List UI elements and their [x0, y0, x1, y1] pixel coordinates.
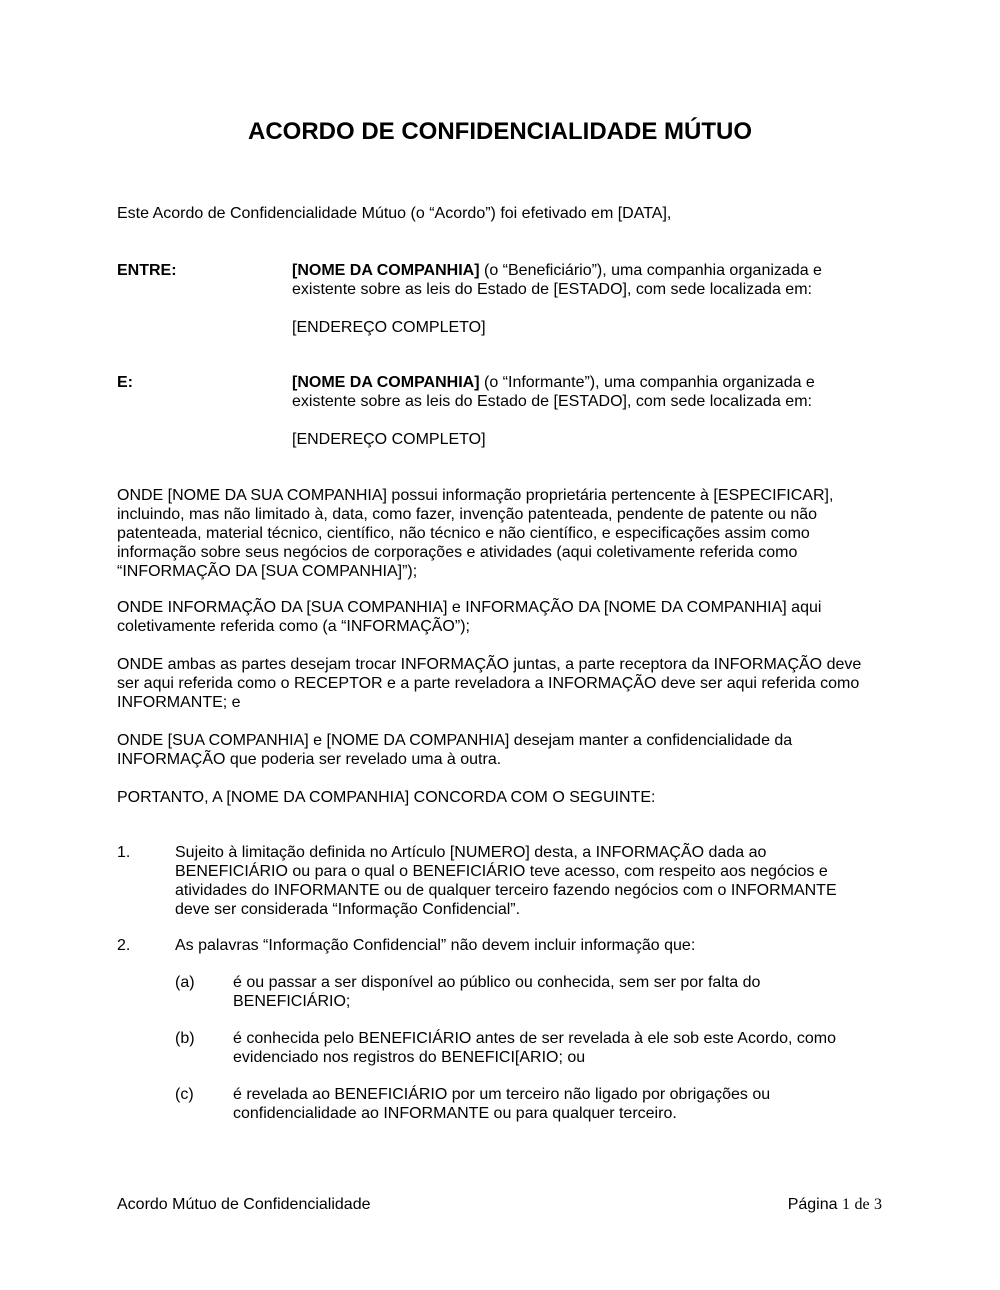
party1-name: [NOME DA COMPANHIA] — [292, 262, 480, 279]
subclause-text: é ou passar a ser disponível ao público ou conhecida, sem ser por falta do BENEFICIÁRIO; — [233, 974, 761, 1010]
page-number: 1 — [841, 1196, 850, 1213]
party2-address: [ENDEREÇO COMPLETO] — [292, 431, 486, 448]
recital-paragraph: ONDE [NOME DA SUA COMPANHIA] possui informação proprietária pertencente à [ESPECIFICAR], incluindo, mas não limitado à, data, como fazer, invenção patenteada, pendente de patente ou não patenteada, material técnico, científico, não técnico e não científico, e especificações assim como informação sobre seus negócios de corporações e atividades (aqui coletivamente referida como “INFORMAÇÃO DA [SUA COMPANHIA]”); — [117, 487, 834, 580]
subclause-text: é revelada ao BENEFICIÁRIO por um terceiro não ligado por obrigações ou confidencialidade ao INFORMANTE ou para qualquer terceiro. — [233, 1086, 771, 1122]
page-number-indicator — [788, 1195, 882, 1214]
page-of: de — [854, 1196, 870, 1213]
recital-paragraph: PORTANTO, A [NOME DA COMPANHIA] CONCORDA COM O SEGUINTE: — [117, 789, 656, 806]
page-total: 3 — [874, 1196, 882, 1213]
subclause-letter: (c) — [175, 1086, 194, 1103]
party2-name: [NOME DA COMPANHIA] — [292, 374, 480, 391]
intro-paragraph: Este Acordo de Confidencialidade Mútuo (o “Acordo”) foi efetivado em [DATA], — [117, 205, 672, 222]
recital-paragraph: ONDE ambas as partes desejam trocar INFORMAÇÃO juntas, a parte receptora da INFORMAÇÃO deve ser aqui referida como o RECEPTOR e a parte reveladora a INFORMAÇÃO deve ser aqui referida como INFORMANTE; e — [117, 656, 862, 711]
subclause-letter: (b) — [175, 1030, 195, 1047]
recital-paragraph: ONDE INFORMAÇÃO DA [SUA COMPANHIA] e INFORMAÇÃO DA [NOME DA COMPANHIA] aqui coletivamente referida como (a “INFORMAÇÃO”); — [117, 599, 822, 635]
subclause-text: é conhecida pelo BENEFICIÁRIO antes de ser revelada à ele sob este Acordo, como evidenciado nos registros do BENEFICI[ARIO; ou — [233, 1030, 836, 1066]
recital-paragraph: ONDE [SUA COMPANHIA] e [NOME DA COMPANHIA] desejam manter a confidencialidade da INFORMAÇÃO que poderia ser revelado uma à outra. — [117, 732, 793, 768]
party1-text: (o “Beneficiário”), uma companhia organizada e existente sobre as leis do Estado de [ESTADO], com sede localizada em: — [292, 262, 822, 298]
clause-text: Sujeito à limitação definida no Artículo [NUMERO] desta, a INFORMAÇÃO dada ao BENEFICIÁRIO ou para o qual o BENEFICIÁRIO teve acesso, com respeito aos negócios e atividades do INFORMANTE ou de qualquer terceiro fazendo negócios com o INFORMANTE deve ser considerada “Informação Confidencial”. — [175, 844, 837, 918]
footer-title: Acordo Mútuo de Confidencialidade — [117, 1196, 371, 1213]
clause-text: As palavras “Informação Confidencial” não devem incluir informação que: — [175, 937, 696, 954]
party1-description — [292, 261, 852, 299]
clause-number: 2. — [117, 937, 131, 954]
party2-label: E: — [117, 374, 133, 391]
subclause-letter: (a) — [175, 974, 195, 991]
party2-text: (o “Informante”), uma companhia organizada e existente sobre as leis do Estado de [ESTADO], com sede localizada em: — [292, 374, 815, 410]
party1-address: [ENDEREÇO COMPLETO] — [292, 319, 486, 336]
page-label: Página — [787, 1196, 838, 1213]
party1-label: ENTRE: — [117, 262, 177, 279]
document-title: ACORDO DE CONFIDENCIALIDADE MÚTUO — [248, 118, 752, 145]
party2-description — [292, 373, 852, 411]
clause-number: 1. — [117, 844, 131, 861]
